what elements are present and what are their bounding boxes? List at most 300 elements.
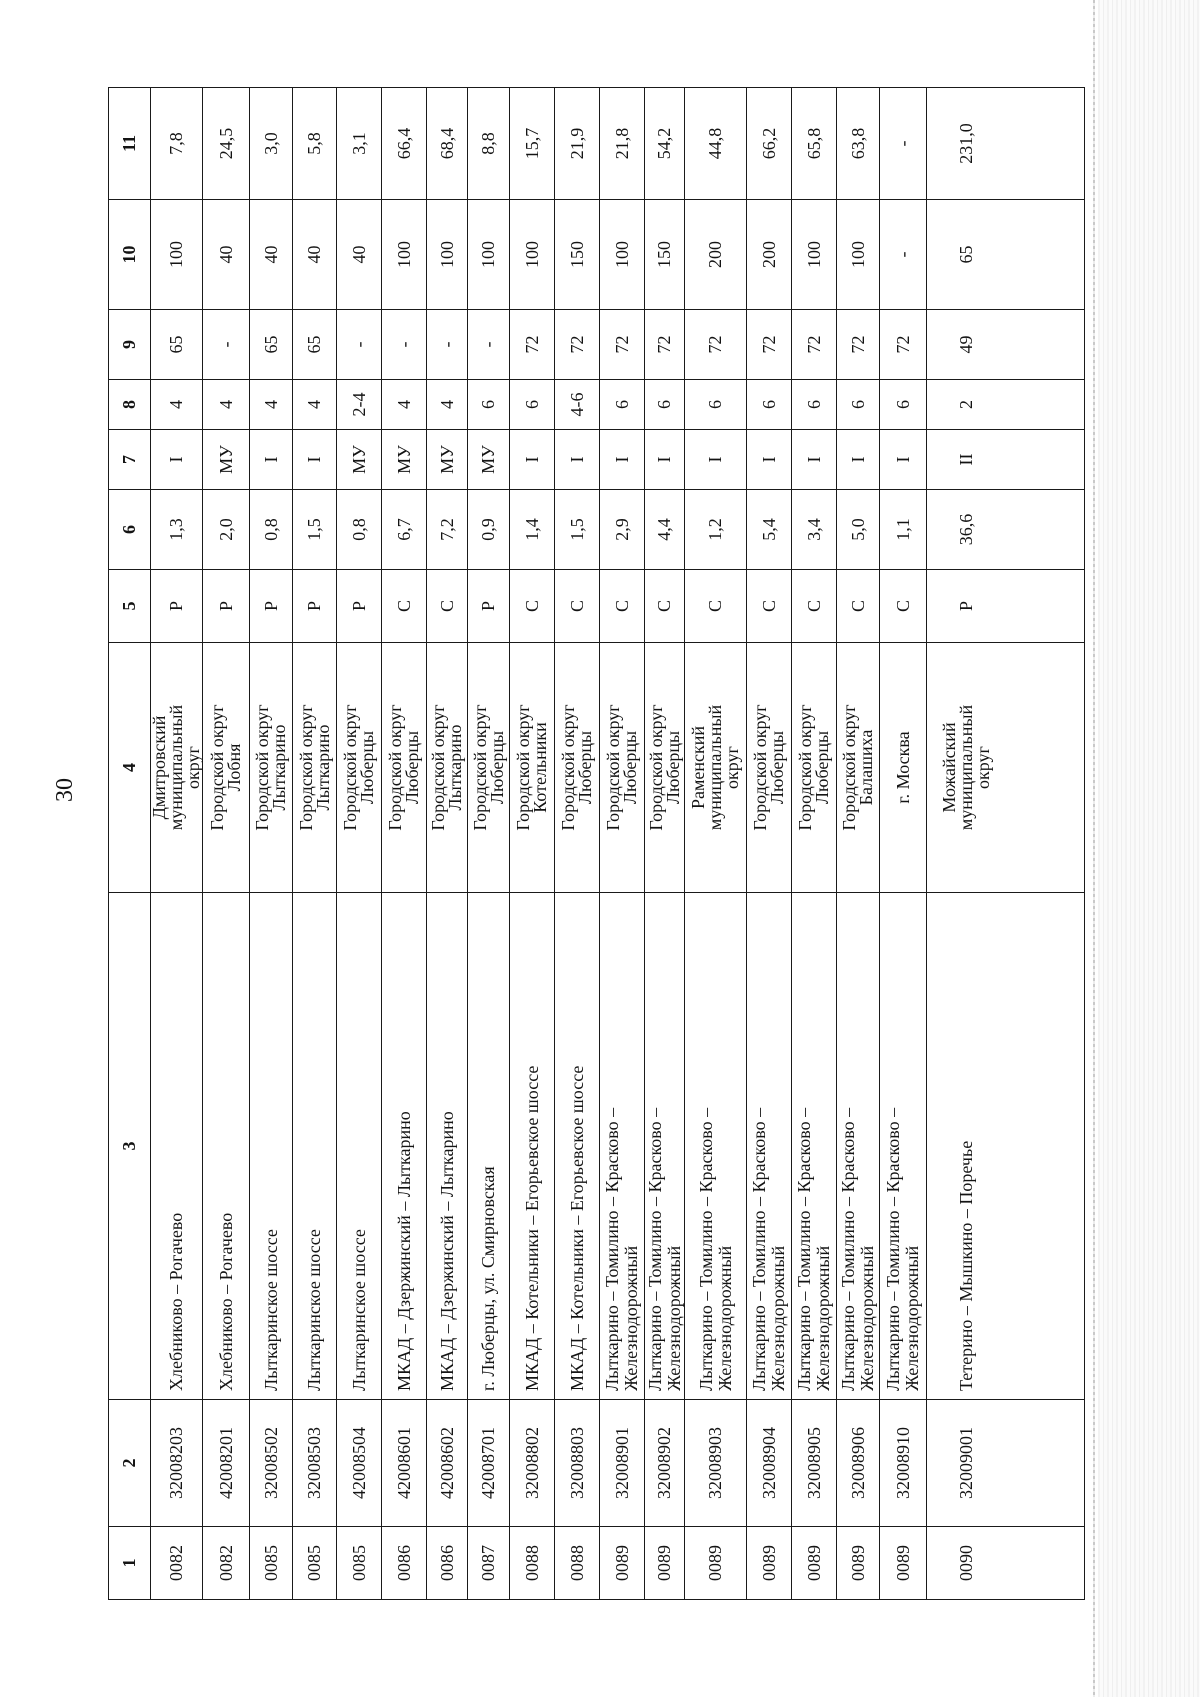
table-cell <box>382 893 427 1400</box>
table-cell-col-2: 32008502 <box>260 1427 281 1499</box>
table-cell <box>382 1527 427 1600</box>
table-cell <box>510 1400 555 1527</box>
table-cell <box>510 310 555 380</box>
table-cell-col-9: - <box>215 341 236 348</box>
table-cell-col-5: С <box>393 600 414 613</box>
table-cell-col-6: 7,2 <box>436 518 457 541</box>
table-cell <box>792 1527 837 1600</box>
table-row <box>927 88 1085 1600</box>
table-cell <box>468 490 510 570</box>
table-cell <box>250 643 293 893</box>
table-cell-col-4: Городской округ Люберцы <box>385 704 422 831</box>
table-cell <box>645 310 685 380</box>
table-cell <box>203 310 250 380</box>
table-cell-col-1: 0089 <box>611 1545 632 1581</box>
table-cell <box>927 1527 1085 1600</box>
table-cell-col-9: 72 <box>803 335 824 354</box>
table-cell-col-8: 2 <box>955 400 976 409</box>
table-cell <box>337 200 382 310</box>
table-cell <box>792 310 837 380</box>
table-cell-col-11: 44,8 <box>705 127 725 160</box>
table-cell-col-4: Городской округ Люберцы <box>469 704 507 831</box>
table-cell <box>468 200 510 310</box>
table-cell-col-10: 150 <box>654 241 674 268</box>
table-cell-col-4: г. Москва <box>892 731 913 804</box>
table-cell-col-3: Лыткарино – Томилино – Красково – Железнодорожный <box>794 1107 833 1391</box>
table-cell-col-10: 40 <box>348 245 369 264</box>
table-cell-col-1: 0088 <box>566 1545 587 1581</box>
table-cell-col-2: 32008803 <box>566 1427 587 1499</box>
table-cell <box>747 380 792 430</box>
table-cell <box>880 1527 927 1600</box>
table-cell-col-4: Городской округ Лыткарино <box>428 704 465 831</box>
table-cell <box>427 310 468 380</box>
table-cell-col-10: 100 <box>166 241 186 268</box>
table-cell-col-8: 4-6 <box>566 392 587 417</box>
table-cell <box>203 88 250 200</box>
table-cell <box>510 88 555 200</box>
table-header <box>109 88 151 1600</box>
table-cell-col-8: 2-4 <box>348 392 369 417</box>
table-cell-col-7: МУ <box>436 445 457 474</box>
table-cell <box>203 200 250 310</box>
table-cell <box>151 643 203 893</box>
table-cell-col-2: 32008802 <box>521 1427 542 1499</box>
rotated-table-container <box>108 88 1080 1600</box>
table-row <box>747 88 792 1600</box>
table-cell-col-7: МУ <box>215 445 236 474</box>
table-cell-col-7: I <box>304 456 324 463</box>
table-cell <box>880 200 927 310</box>
table-cell <box>337 570 382 643</box>
table-cell <box>747 88 792 200</box>
table-cell <box>293 88 337 200</box>
table-cell <box>427 1400 468 1527</box>
table-cell <box>927 643 1085 893</box>
table-row <box>427 88 468 1600</box>
table-cell <box>337 1527 382 1600</box>
table-cell <box>837 490 880 570</box>
table-cell <box>837 430 880 490</box>
table-row <box>837 88 880 1600</box>
table-cell-col-1: 0090 <box>955 1545 976 1581</box>
table-cell <box>747 200 792 310</box>
table-cell-col-3: Тетерино – Мышкино – Поречье <box>955 1140 976 1391</box>
table-cell <box>645 1400 685 1527</box>
table-cell <box>645 1527 685 1600</box>
table-cell-col-7: I <box>705 456 725 463</box>
table-cell-col-11: 231,0 <box>955 123 976 164</box>
table-cell-col-5: Р <box>348 601 369 612</box>
table-cell-col-11: 65,8 <box>803 127 824 160</box>
table-cell <box>927 380 1085 430</box>
table-cell-col-9: 49 <box>955 335 976 354</box>
table-cell <box>510 570 555 643</box>
table-cell-col-8: 4 <box>215 400 236 409</box>
table-cell-col-9: 65 <box>304 335 324 354</box>
table-cell-col-7: МУ <box>478 445 498 474</box>
table-cell <box>468 430 510 490</box>
table-cell-col-6: 1,1 <box>892 518 913 541</box>
table-cell <box>510 200 555 310</box>
table-cell <box>837 643 880 893</box>
table-cell <box>293 380 337 430</box>
table-cell <box>600 1400 645 1527</box>
table-cell-col-6: 0,8 <box>348 518 369 541</box>
scan-edge-texture <box>1098 0 1200 1697</box>
table-cell-col-3: МКАД – Дзержинский – Лыткарино <box>436 1111 457 1391</box>
table-cell <box>880 1400 927 1527</box>
table-cell <box>510 380 555 430</box>
table-cell-col-1: 0085 <box>348 1545 369 1581</box>
table-row <box>337 88 382 1600</box>
table-cell <box>600 88 645 200</box>
table-cell <box>203 490 250 570</box>
column-header-7: 7 <box>109 430 151 490</box>
table-cell <box>382 310 427 380</box>
table-cell <box>151 200 203 310</box>
table-cell <box>293 643 337 893</box>
table-cell-col-10: 100 <box>611 241 632 268</box>
table-cell <box>685 310 747 380</box>
column-header-4: 4 <box>109 643 151 893</box>
table-cell-col-1: 0089 <box>847 1545 868 1581</box>
table-cell-col-3: Лыткарино – Томилино – Красково – Железнодорожный <box>644 1107 684 1391</box>
table-cell-col-2: 32008905 <box>803 1427 824 1499</box>
table-cell <box>927 490 1085 570</box>
table-cell-col-8: 6 <box>705 400 725 409</box>
table-cell <box>427 490 468 570</box>
table-cell <box>203 430 250 490</box>
table-cell-col-11: 68,4 <box>436 127 457 160</box>
table-cell-col-11: 21,8 <box>611 127 632 160</box>
table-cell <box>792 490 837 570</box>
table-cell <box>837 88 880 200</box>
table-cell <box>685 200 747 310</box>
table-cell-col-3: Лыткаринское шоссе <box>304 1229 324 1391</box>
table-cell <box>927 893 1085 1400</box>
table-cell <box>250 200 293 310</box>
table-cell-col-9: 72 <box>758 335 779 354</box>
table-cell <box>151 490 203 570</box>
table-cell <box>685 1527 747 1600</box>
table-cell <box>880 570 927 643</box>
table-cell-col-9: 72 <box>892 335 913 354</box>
table-cell-col-7: II <box>955 453 976 466</box>
table-cell <box>555 1527 600 1600</box>
table-cell-col-5: С <box>654 600 674 613</box>
table-cell-col-11: 66,4 <box>393 127 414 160</box>
table-cell <box>555 570 600 643</box>
table-cell-col-8: 6 <box>654 400 674 409</box>
table-cell <box>250 430 293 490</box>
table-row <box>792 88 837 1600</box>
table-cell-col-9: - <box>393 341 414 348</box>
table-cell <box>427 1527 468 1600</box>
table-cell-col-1: 0085 <box>304 1545 324 1581</box>
table-cell-col-11: 8,8 <box>478 132 498 155</box>
data-table <box>108 87 1085 1600</box>
table-cell <box>427 430 468 490</box>
table-cell <box>880 380 927 430</box>
table-cell <box>685 430 747 490</box>
table-cell <box>645 380 685 430</box>
table-cell-col-4: Раменский муниципальный округ <box>688 704 742 831</box>
table-cell-col-5: Р <box>215 601 236 612</box>
table-row <box>880 88 927 1600</box>
table-cell-col-3: Лыткарино – Томилино – Красково – Железнодорожный <box>695 1107 735 1391</box>
table-cell <box>600 380 645 430</box>
table-cell-col-11: 15,7 <box>521 127 542 160</box>
table-cell <box>747 1400 792 1527</box>
table-cell-col-5: С <box>611 600 632 613</box>
table-cell-col-6: 0,9 <box>478 518 498 541</box>
table-cell-col-3: Лыткарино – Томилино – Красково – Железнодорожный <box>883 1107 922 1391</box>
table-cell-col-4: Городской округ Лобня <box>207 704 244 831</box>
table-cell-col-4: Можайский муниципальный округ <box>938 704 993 831</box>
table-cell-col-9: 65 <box>166 335 186 354</box>
table-cell <box>747 490 792 570</box>
table-cell <box>510 490 555 570</box>
table-cell-col-1: 0082 <box>215 1545 236 1581</box>
table-cell <box>427 88 468 200</box>
table-cell <box>555 490 600 570</box>
table-cell-col-8: 6 <box>611 400 632 409</box>
table-cell <box>927 310 1085 380</box>
table-cell <box>927 200 1085 310</box>
column-header-9: 9 <box>109 310 151 380</box>
table-cell-col-1: 0089 <box>803 1545 824 1581</box>
table-cell <box>837 380 880 430</box>
table-cell-col-6: 3,4 <box>803 518 824 541</box>
table-cell <box>685 490 747 570</box>
table-cell <box>792 1400 837 1527</box>
table-cell-col-10: 100 <box>436 241 457 268</box>
table-cell <box>747 310 792 380</box>
table-cell <box>555 1400 600 1527</box>
table-cell-col-1: 0085 <box>260 1545 281 1581</box>
column-header-5: 5 <box>109 570 151 643</box>
table-cell <box>468 643 510 893</box>
table-cell <box>792 643 837 893</box>
table-cell <box>555 310 600 380</box>
table-cell <box>837 1527 880 1600</box>
table-cell-col-4: Городской округ Люберцы <box>750 704 787 831</box>
table-cell-col-2: 32008904 <box>758 1427 779 1499</box>
table-cell <box>600 643 645 893</box>
table-cell <box>645 430 685 490</box>
table-cell <box>747 570 792 643</box>
table-cell-col-3: Лыткаринское шоссе <box>260 1229 281 1391</box>
table-cell <box>880 430 927 490</box>
table-cell-col-11: 3,1 <box>348 132 369 155</box>
table-row <box>600 88 645 1600</box>
table-row <box>382 88 427 1600</box>
table-cell <box>203 1527 250 1600</box>
table-cell-col-5: С <box>566 600 587 613</box>
table-cell-col-9: 72 <box>566 335 587 354</box>
table-row <box>555 88 600 1600</box>
table-cell <box>250 570 293 643</box>
table-cell-col-4: Городской округ Лыткарино <box>252 704 289 831</box>
table-cell-col-5: С <box>803 600 824 613</box>
table-cell <box>685 893 747 1400</box>
table-cell-col-3: Хлебниково – Рогачево <box>166 1212 186 1391</box>
table-cell-col-7: I <box>654 456 674 463</box>
table-cell-col-4: Городской округ Котельники <box>513 704 550 831</box>
table-cell <box>293 200 337 310</box>
table-cell <box>250 893 293 1400</box>
table-cell-col-9: 72 <box>521 335 542 354</box>
table-row <box>250 88 293 1600</box>
table-cell-col-10: 40 <box>304 245 324 264</box>
table-cell <box>151 310 203 380</box>
column-header-6: 6 <box>109 490 151 570</box>
table-cell <box>203 1400 250 1527</box>
table-cell <box>837 200 880 310</box>
table-cell-col-8: 4 <box>260 400 281 409</box>
table-cell <box>250 1527 293 1600</box>
table-cell-col-6: 2,9 <box>611 518 632 541</box>
scan-edge-line <box>1093 0 1095 1697</box>
table-cell-col-6: 4,4 <box>654 518 674 541</box>
table-cell-col-9: - <box>436 341 457 348</box>
table-cell <box>382 380 427 430</box>
table-cell-col-9: 72 <box>705 335 725 354</box>
table-cell-col-5: С <box>436 600 457 613</box>
table-cell-col-1: 0088 <box>521 1545 542 1581</box>
table-cell-col-7: I <box>803 456 824 463</box>
table-cell-col-10: 200 <box>705 241 725 268</box>
table-cell-col-7: I <box>611 456 632 463</box>
table-cell <box>927 430 1085 490</box>
table-cell <box>685 570 747 643</box>
table-cell <box>510 893 555 1400</box>
table-cell-col-5: Р <box>166 601 186 612</box>
table-cell-col-9: 65 <box>260 335 281 354</box>
table-cell-col-1: 0089 <box>758 1545 779 1581</box>
table-cell <box>837 570 880 643</box>
table-cell-col-2: 32009001 <box>955 1427 976 1499</box>
table-cell-col-5: С <box>892 600 913 613</box>
table-cell <box>747 1527 792 1600</box>
table-cell <box>427 893 468 1400</box>
table-cell-col-1: 0089 <box>892 1545 913 1581</box>
table-cell-col-6: 1,3 <box>166 518 186 541</box>
table-cell-col-4: Городской округ Люберцы <box>340 704 377 831</box>
table-cell-col-7: I <box>260 456 281 463</box>
table-cell-col-2: 32008902 <box>654 1427 674 1499</box>
table-cell-col-8: 6 <box>521 400 542 409</box>
header-row <box>109 88 151 1600</box>
table-cell <box>747 893 792 1400</box>
table-cell <box>600 490 645 570</box>
table-cell <box>645 570 685 643</box>
table-cell <box>600 1527 645 1600</box>
table-cell <box>293 430 337 490</box>
table-cell-col-4: Дмитровский муниципальный округ <box>149 704 203 831</box>
table-cell <box>645 893 685 1400</box>
table-cell <box>382 1400 427 1527</box>
table-cell <box>337 430 382 490</box>
table-cell-col-4: Городской округ Балашиха <box>839 704 876 831</box>
table-cell <box>293 570 337 643</box>
table-cell <box>792 380 837 430</box>
table-cell-col-1: 0089 <box>654 1545 674 1581</box>
table-cell-col-5: Р <box>260 601 281 612</box>
table-cell <box>792 570 837 643</box>
table-cell-col-6: 36,6 <box>955 513 976 546</box>
table-cell <box>510 430 555 490</box>
table-cell-col-8: 6 <box>892 400 913 409</box>
table-cell-col-6: 6,7 <box>393 518 414 541</box>
table-cell-col-8: 6 <box>803 400 824 409</box>
table-cell-col-10: 100 <box>803 241 824 268</box>
table-cell <box>555 380 600 430</box>
table-cell <box>645 200 685 310</box>
table-cell-col-11: 24,5 <box>215 127 236 160</box>
column-header-11: 11 <box>109 88 151 200</box>
table-cell-col-11: 5,8 <box>304 132 324 155</box>
table-cell-col-1: 0087 <box>478 1545 498 1581</box>
table-cell <box>645 88 685 200</box>
table-cell-col-2: 32008910 <box>892 1427 913 1499</box>
table-cell-col-10: - <box>892 251 913 258</box>
table-cell <box>337 643 382 893</box>
table-cell <box>510 643 555 893</box>
table-cell-col-6: 0,8 <box>260 518 281 541</box>
table-cell <box>468 380 510 430</box>
table-cell-col-8: 4 <box>393 400 414 409</box>
table-cell-col-10: 150 <box>566 241 587 268</box>
table-cell-col-9: 72 <box>847 335 868 354</box>
table-cell <box>337 1400 382 1527</box>
table-row <box>203 88 250 1600</box>
table-cell <box>203 643 250 893</box>
table-cell <box>555 893 600 1400</box>
table-cell-col-6: 1,2 <box>705 518 725 541</box>
table-cell <box>468 88 510 200</box>
table-cell <box>203 380 250 430</box>
table-cell <box>600 430 645 490</box>
table-cell <box>555 430 600 490</box>
table-cell <box>250 380 293 430</box>
table-cell <box>880 310 927 380</box>
table-cell-col-1: 0086 <box>393 1545 414 1581</box>
page-number: 30 <box>52 778 78 802</box>
table-cell <box>600 570 645 643</box>
column-header-8: 8 <box>109 380 151 430</box>
table-cell-col-5: Р <box>304 601 324 612</box>
table-cell-col-4: Городской округ Люберцы <box>645 704 683 831</box>
table-cell-col-8: 4 <box>166 400 186 409</box>
table-cell-col-3: Лыткарино – Томилино – Красково – Железнодорожный <box>602 1107 641 1391</box>
table-cell-col-4: Городской округ Люберцы <box>603 704 640 831</box>
table-cell <box>427 570 468 643</box>
table-cell <box>645 490 685 570</box>
table-cell <box>382 88 427 200</box>
table-cell <box>203 893 250 1400</box>
table-cell-col-10: 40 <box>260 245 281 264</box>
table-cell-col-7: I <box>166 456 186 463</box>
table-cell-col-11: 21,9 <box>566 127 587 160</box>
table-cell <box>151 893 203 1400</box>
table-cell <box>427 380 468 430</box>
table-cell <box>792 893 837 1400</box>
table-cell-col-4: Городской округ Люберцы <box>795 704 832 831</box>
table-cell-col-5: С <box>521 600 542 613</box>
table-row <box>293 88 337 1600</box>
